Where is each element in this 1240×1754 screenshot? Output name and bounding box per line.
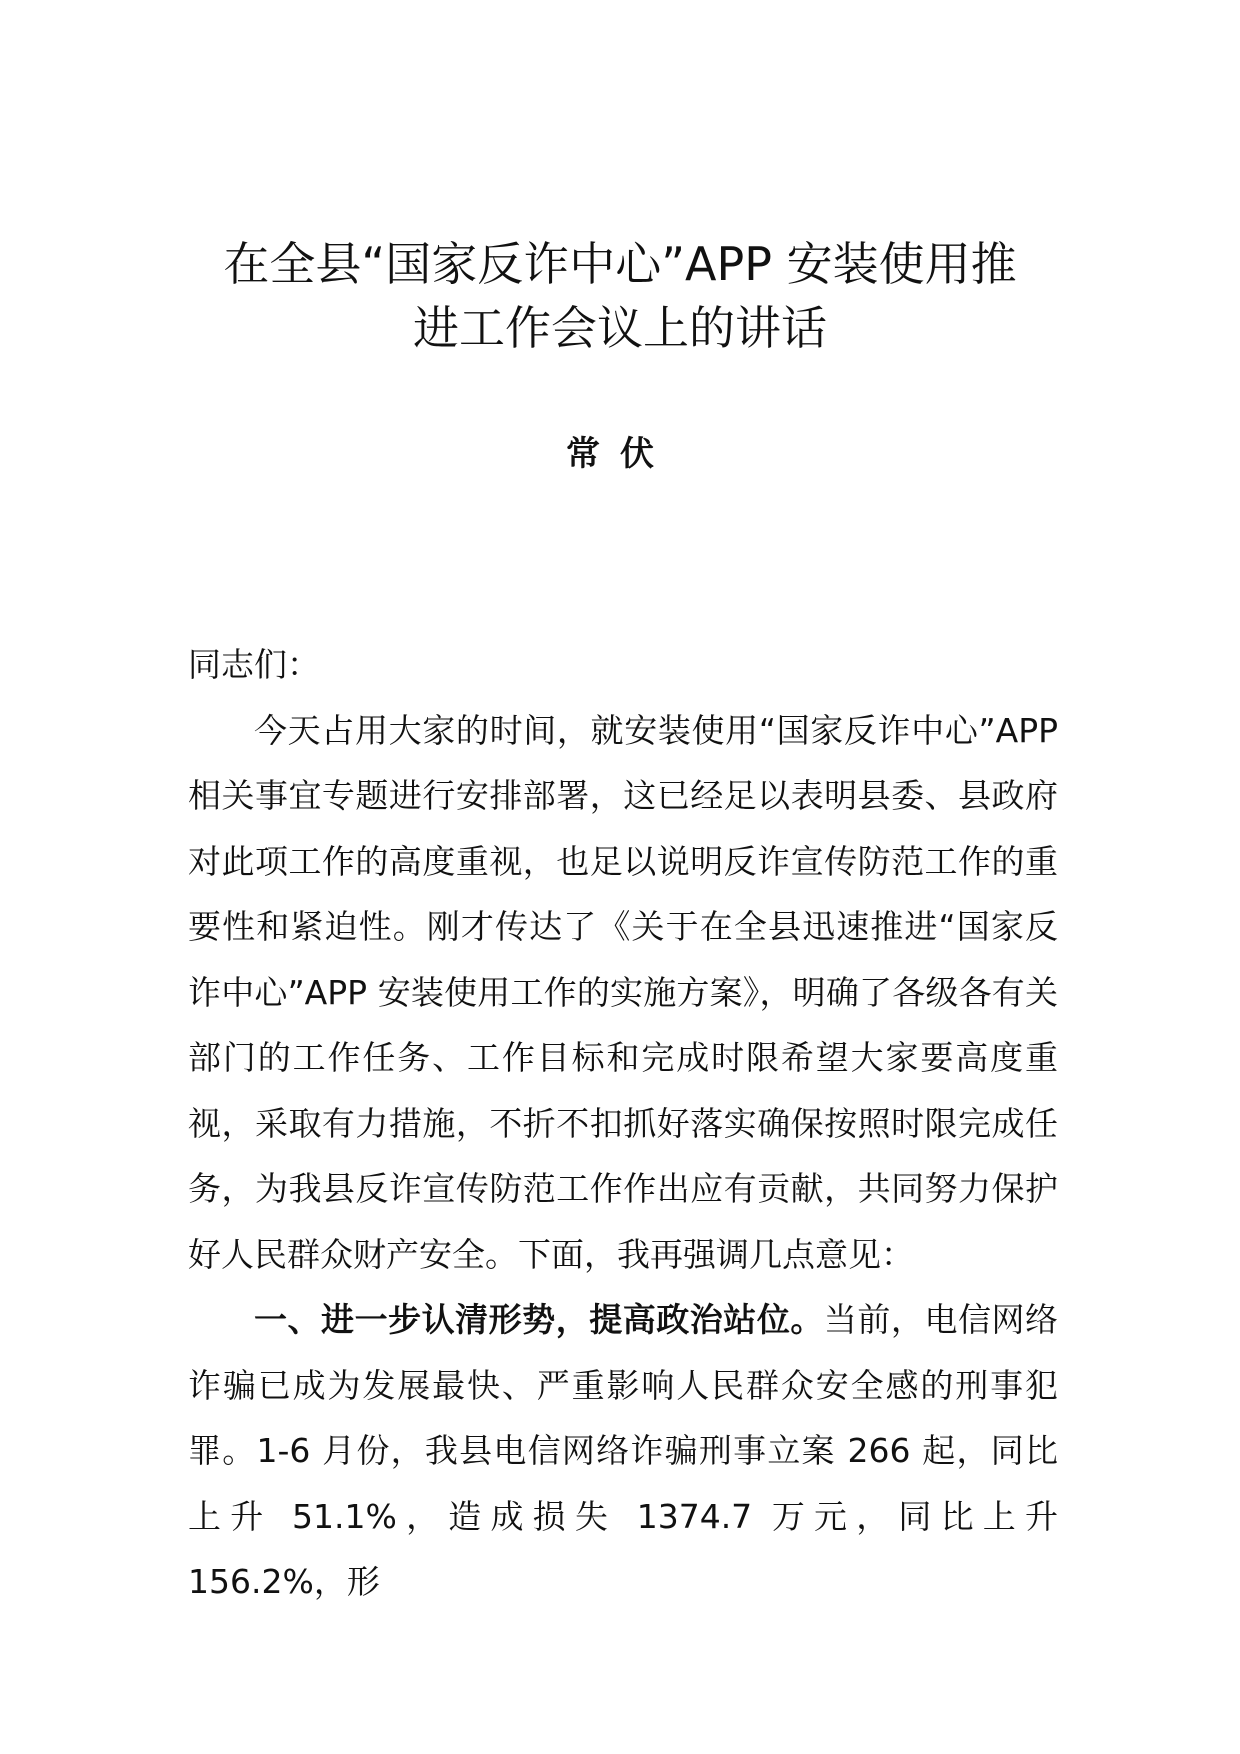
section-1-text: 当前，电信网络诈骗已成为发展最快、严重影响人民群众安全感的刑事犯罪。1-6 月份，我县电信网络诈骗刑事立案 266 起，同比上升 51.1%，造成损失 1374.7 万元，同比上升 156.2%，形 (188, 1300, 1059, 1601)
document-title (150, 232, 1090, 360)
salutation: 同志们： (188, 645, 320, 684)
document-body (188, 632, 1058, 1615)
title-line-1: 在全县“国家反诈中心”APP 安装使用推 (223, 237, 1017, 291)
paragraph-intro: 今天占用大家的时间，就安装使用“国家反诈中心”APP 相关事宜专题进行安排部署，这已经足以表明县委、县政府对此项工作的高度重视，也足以说明反诈宣传防范工作的重要性和紧迫性。刚才传达了《关于在全县迅速推进“国家反诈中心”APP 安装使用工作的实施方案》，明确了各级各有关部门的工作任务、工作目标和完成时限希望大家要高度重视，采取有力措施，不折不扣抓好落实确保按照时限完成任务，为我县反诈宣传防范工作作出应有贡献，共同努力保护好人民群众财产安全。下面，我再强调几点意见： (188, 710, 1058, 1274)
author-name: 常伏 (566, 434, 674, 474)
paragraph-section-1 (188, 1287, 1058, 1615)
title-line-2: 进工作会议上的讲话 (413, 301, 827, 355)
section-1-heading: 一、进一步认清形势，提高政治站位。 (254, 1300, 824, 1339)
